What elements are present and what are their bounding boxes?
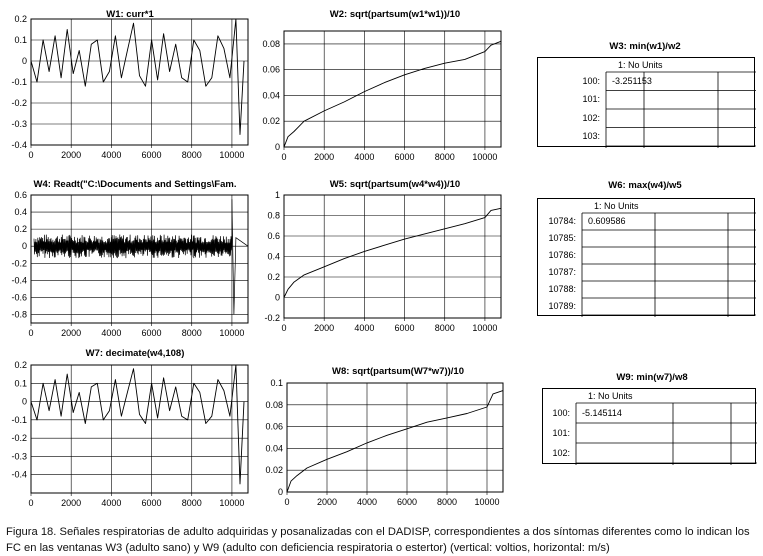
- x-tick-label: 0: [284, 497, 290, 507]
- w3-table: [537, 57, 755, 147]
- x-tick-label: 0: [28, 150, 34, 160]
- x-tick-label: 2000: [314, 152, 335, 162]
- y-tick-label: 0.04: [265, 443, 283, 454]
- y-tick-label: 0.1: [14, 35, 27, 45]
- x-tick-label: 10000: [472, 323, 498, 333]
- y-tick-label: -0.2: [11, 98, 27, 108]
- y-tick-label: 0.2: [14, 224, 27, 235]
- table-row-label: 101:: [552, 427, 570, 438]
- plot-frame: [31, 195, 248, 323]
- x-tick-label: 6000: [141, 150, 162, 160]
- w9-column-header: 1: No Units: [588, 391, 633, 401]
- x-tick-label: 4000: [356, 497, 378, 507]
- y-tick-label: 0.06: [262, 64, 280, 75]
- y-tick-label: 0.1: [14, 378, 27, 389]
- plot-frame: [31, 365, 248, 493]
- y-tick-label: -0.1: [11, 77, 27, 87]
- x-tick-label: 8000: [181, 498, 202, 508]
- y-tick-label: -0.2: [11, 433, 27, 444]
- plot-frame: [284, 195, 501, 318]
- series-line: [284, 208, 501, 297]
- w8-title: W8: sqrt(partsum(W7*w7))/10: [332, 366, 464, 377]
- w2-title: W2: sqrt(partsum(w1*w1))/10: [329, 9, 461, 20]
- table-row-label: 10787:: [548, 267, 576, 277]
- x-tick-label: 0: [28, 328, 34, 338]
- plot-frame: [284, 31, 501, 147]
- y-tick-label: 0: [274, 142, 280, 152]
- x-tick-label: 4000: [354, 323, 375, 333]
- y-tick-label: -0.4: [11, 140, 27, 150]
- table-row-label: 10788:: [548, 284, 576, 294]
- w6-column-header: 1: No Units: [594, 201, 639, 211]
- series-line: [287, 391, 503, 492]
- x-tick-label: 0: [281, 152, 287, 162]
- y-tick-label: 0.02: [262, 116, 280, 127]
- y-tick-label: -0.2: [264, 313, 280, 323]
- x-tick-label: 10000: [219, 150, 245, 160]
- x-tick-label: 4000: [101, 328, 122, 338]
- series-line: [31, 19, 244, 135]
- table-cell-value: -5.145114: [582, 407, 622, 418]
- y-tick-label: 0: [21, 241, 27, 252]
- x-tick-label: 6000: [141, 498, 162, 508]
- x-tick-label: 8000: [434, 323, 455, 333]
- table-row-label: 10786:: [548, 250, 576, 260]
- y-tick-label: 0.2: [14, 14, 27, 24]
- series-line: [284, 41, 501, 147]
- y-tick-label: 0.02: [265, 465, 283, 476]
- x-tick-label: 10000: [472, 152, 498, 162]
- w6-table: [537, 198, 755, 316]
- w9-title: W9: min(w7)/w8: [616, 372, 688, 383]
- y-tick-label: -0.1: [11, 414, 27, 425]
- y-tick-label: 0.6: [267, 231, 280, 241]
- x-tick-label: 6000: [394, 152, 415, 162]
- x-tick-label: 0: [281, 323, 287, 333]
- y-tick-label: 0.2: [267, 272, 280, 282]
- y-tick-label: -0.3: [11, 451, 27, 462]
- y-tick-label: 0: [21, 56, 27, 66]
- y-tick-label: 0: [274, 292, 280, 303]
- w5-title: W5: sqrt(partsum(w4*w4))/10: [329, 179, 461, 190]
- x-tick-label: 4000: [354, 152, 375, 162]
- y-tick-label: 0: [21, 396, 27, 407]
- x-tick-label: 4000: [101, 150, 122, 160]
- table-row-label: 103:: [582, 131, 600, 142]
- x-tick-label: 2000: [314, 323, 335, 333]
- table-row-label: 100:: [582, 75, 600, 86]
- y-tick-label: 0.04: [262, 90, 280, 101]
- x-tick-label: 8000: [181, 150, 202, 160]
- y-tick-label: -0.8: [11, 309, 27, 320]
- table-row-label: 102:: [552, 447, 570, 458]
- y-tick-label: -0.4: [11, 275, 27, 286]
- y-tick-label: 0.2: [14, 360, 27, 370]
- w7-title: W7: decimate(w4,108): [85, 348, 185, 359]
- x-tick-label: 2000: [61, 498, 82, 508]
- table-row-label: 100:: [552, 407, 570, 418]
- x-tick-label: 10000: [219, 498, 245, 508]
- table-row-label: 102:: [582, 112, 600, 123]
- y-tick-label: 0: [277, 487, 283, 497]
- table-row-label: 10789:: [548, 301, 576, 311]
- x-tick-label: 8000: [181, 328, 202, 338]
- x-tick-label: 6000: [396, 497, 418, 507]
- table-row-label: 101:: [582, 94, 600, 105]
- w9-table-grid: [543, 389, 757, 465]
- y-tick-label: 0.1: [270, 378, 283, 388]
- w3-column-header: 1: No Units: [618, 60, 663, 70]
- y-tick-label: 0.8: [267, 210, 280, 221]
- x-tick-label: 8000: [434, 152, 455, 162]
- x-tick-label: 2000: [61, 150, 82, 160]
- plot-frame: [31, 19, 248, 145]
- x-tick-label: 2000: [61, 328, 82, 338]
- table-row-label: 10785:: [548, 233, 576, 243]
- w9-table: [542, 388, 756, 464]
- w4-title: W4: Readt("C:\Documents and Settings\Fam.: [33, 179, 237, 190]
- figure-caption: Figura 18. Señales respiratorias de adulto adquiridas y posanalizadas con el DADISP, correspondientes a dos síntomas diferentes como lo indican los FC en las ventanas W3 (adulto sano) y W9 (adulto con deficiencia respiratoria o estertor) (vertical: voltios, horizontal: m/s): [6, 526, 750, 555]
- w3-table-grid: [538, 58, 756, 148]
- x-tick-label: 2000: [316, 497, 338, 507]
- x-tick-label: 6000: [141, 328, 162, 338]
- x-tick-label: 4000: [101, 498, 122, 508]
- y-tick-label: 1: [274, 190, 280, 200]
- x-tick-label: 8000: [436, 497, 458, 507]
- table-cell-value: -3.251153: [612, 75, 652, 86]
- y-tick-label: 0.06: [265, 421, 283, 432]
- x-tick-label: 10000: [474, 497, 500, 507]
- y-tick-label: 0.4: [267, 251, 280, 262]
- y-tick-label: -0.2: [11, 258, 27, 269]
- w1-title: W1: curr*1: [106, 9, 154, 20]
- table-row-label: 10784:: [548, 216, 576, 226]
- y-tick-label: -0.6: [11, 292, 27, 303]
- x-tick-label: 6000: [394, 323, 415, 333]
- y-tick-label: 0.4: [14, 207, 27, 218]
- y-tick-label: -0.4: [11, 469, 27, 480]
- w3-title: W3: min(w1)/w2: [609, 41, 681, 52]
- series-line: [31, 365, 244, 484]
- w6-title: W6: max(w4)/w5: [608, 180, 682, 191]
- plot-frame: [287, 383, 503, 492]
- y-tick-label: 0.08: [265, 399, 283, 410]
- y-tick-label: 0.08: [262, 38, 280, 49]
- y-tick-label: -0.3: [11, 119, 27, 129]
- x-tick-label: 0: [28, 498, 34, 508]
- x-tick-label: 10000: [219, 328, 245, 338]
- series-line: [34, 199, 248, 314]
- y-tick-label: 0.6: [14, 190, 27, 200]
- table-cell-value: 0.609586: [588, 216, 626, 226]
